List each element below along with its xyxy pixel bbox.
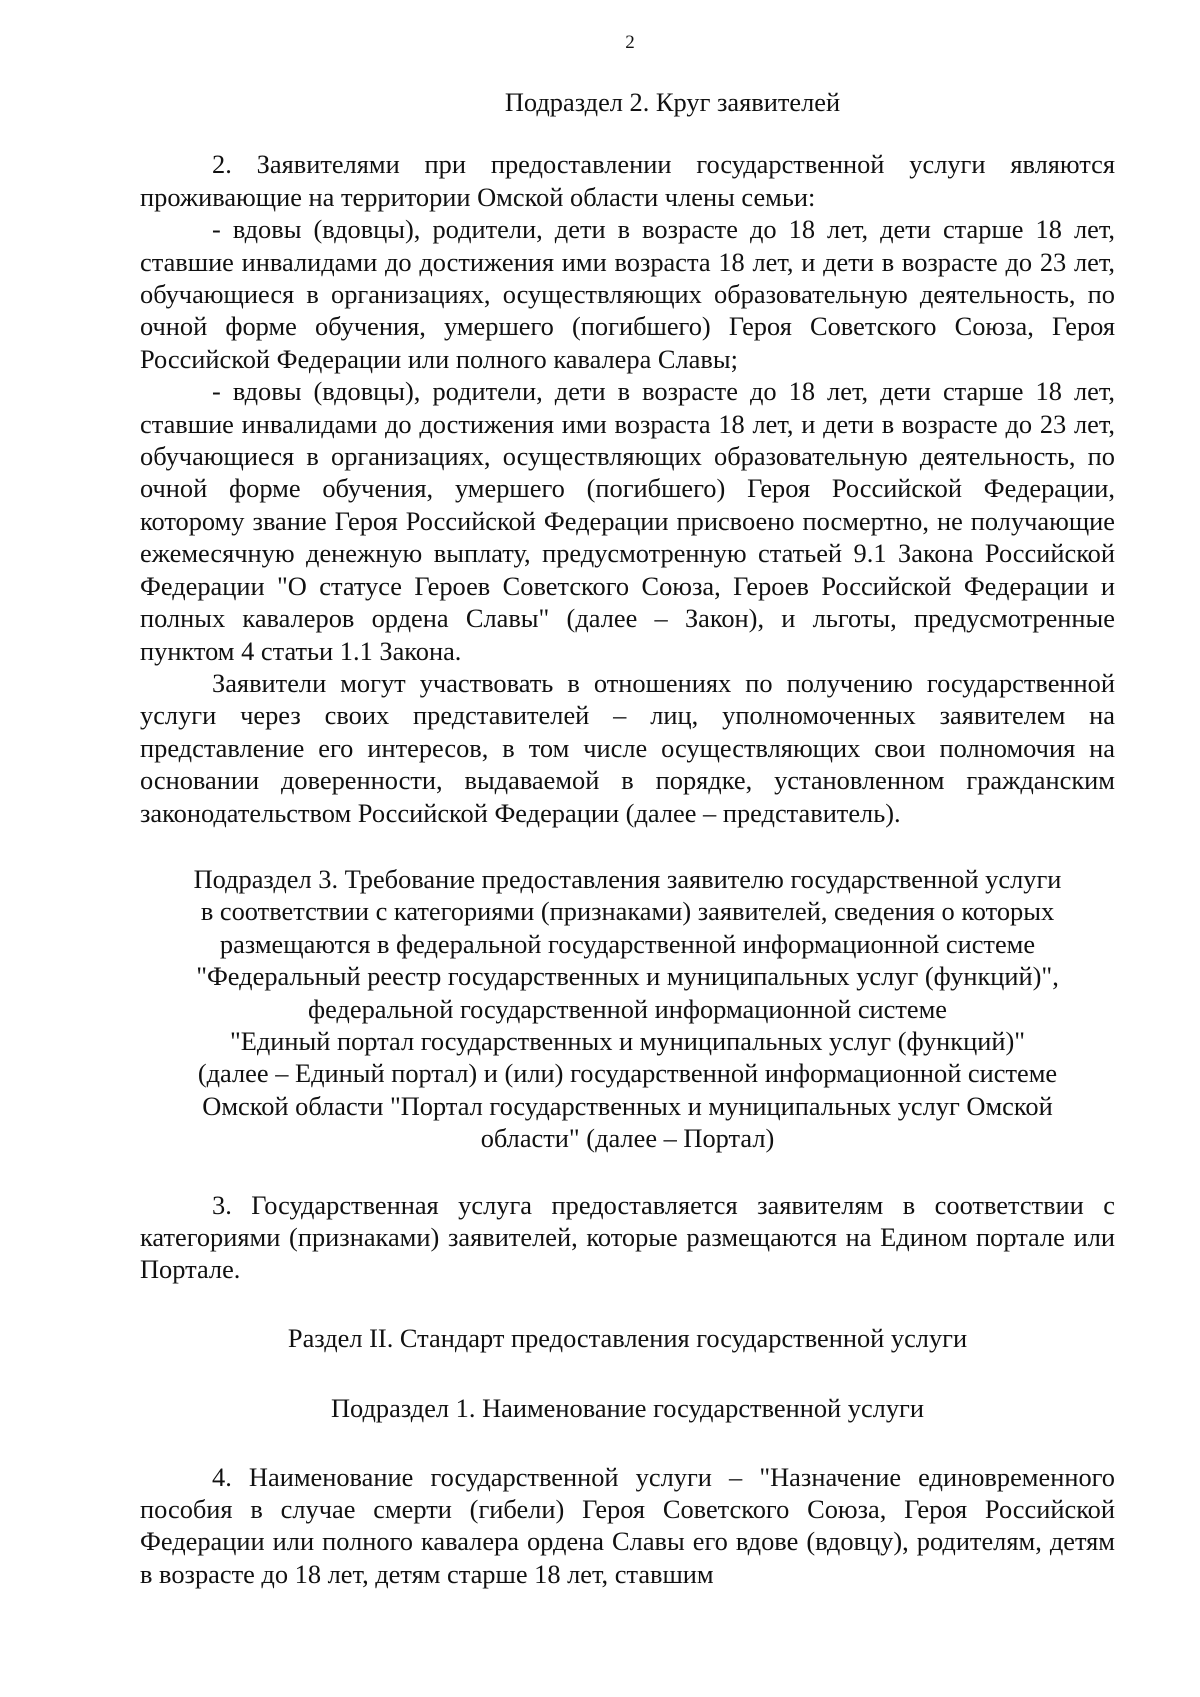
subsection-1-heading: Подраздел 1. Наименование государственной услуги [331,1393,924,1424]
applicants-item-2: - вдовы (вдовцы), родители, дети в возрасте до 18 лет, дети старше 18 лет, ставшие инвалидами до достижения ими возраста 18 лет, и дети в возрасте до 23 лет, обучающиеся в организациях, осуществляющих образовательную деятельность, по очной форме обучения, умершего (погибшего) Героя Российской Федерации, которому звание Героя Российской Федерации присвоено посмертно, не получающие ежемесячную денежную выплату, предусмотренную статьей 9.1 Закона Российской Федерации "О статусе Героев Советского Союза, Героев Российской Федерации и полных кавалеров ордена Славы" (далее – Закон), и льготы, предусмотренные пунктом 4 статьи 1.1 Закона. [140,376,1115,666]
subsection-3-heading-line: (далее – Единый портал) и (или) государственной информационной системе [197,1058,1058,1089]
subsection-3-heading-line: федеральной государственной информационной системе [307,993,948,1024]
paragraph-4: 4. Наименование государственной услуги – "Назначение единовременного пособия в случае смерти (гибели) Героя Советского Союза, Героя Российской Федерации или полного кавалера ордена Славы его вдове (вдовцу), родителям, детям в возрасте до 18 лет, детям старше 18 лет, ставшим [140,1461,1115,1589]
subsection-3-heading-line: области" (далее – Портал) [480,1123,775,1154]
applicants-item-1: - вдовы (вдовцы), родители, дети в возрасте до 18 лет, дети старше 18 лет, ставшие инвалидами до достижения ими возраста 18 лет, и дети в возрасте до 23 лет, обучающиеся в организациях, осуществляющих образовательную деятельность, по очной форме обучения, умершего (погибшего) Героя Советского Союза, Героя Российской Федерации или полного кавалера Славы; [140,214,1115,374]
representatives-paragraph: Заявители могут участвовать в отношениях по получению государственной услуги через своих представителей – лиц, уполномоченных заявителем на представление его интересов, в том числе осуществляющих свои полномочия на основании доверенности, выдаваемой в порядке, установленном гражданским законодательством Российской Федерации (далее – представитель). [140,667,1115,828]
subsection-2-heading: Подраздел 2. Круг заявителей [504,87,841,117]
section-2-heading: Раздел II. Стандарт предоставления государственной услуги [287,1322,968,1353]
subsection-3-heading-line: размещаются в федеральной государственной информационной системе [219,928,1036,959]
subsection-3-heading-line: Омской области "Портал государственных и муниципальных услуг Омской [202,1090,1053,1121]
subsection-3-heading-line: "Федеральный реестр государственных и муниципальных услуг (функций)", [196,961,1059,992]
paragraph-3: 3. Государственная услуга предоставляется заявителям в соответствии с категориями (признаками) заявителей, которые размещаются на Едином портале или Портале. [140,1189,1115,1285]
subsection-3-heading [140,863,1115,1155]
applicants-intro-paragraph: 2. Заявителями при предоставлении государственной услуги являются проживающие на территории Омской области члены семьи: [140,149,1115,212]
subsection-3-heading-line: Подраздел 3. Требование предоставления заявителю государственной услуги [193,863,1062,894]
subsection-3-heading-line: в соответствии с категориями (признаками) заявителей, сведения о которых [200,896,1055,927]
document-body [140,86,1115,1590]
page-number: 2 [625,32,635,53]
subsection-3-heading-line: "Единый портал государственных и муниципальных услуг (функций)" [229,1025,1026,1056]
